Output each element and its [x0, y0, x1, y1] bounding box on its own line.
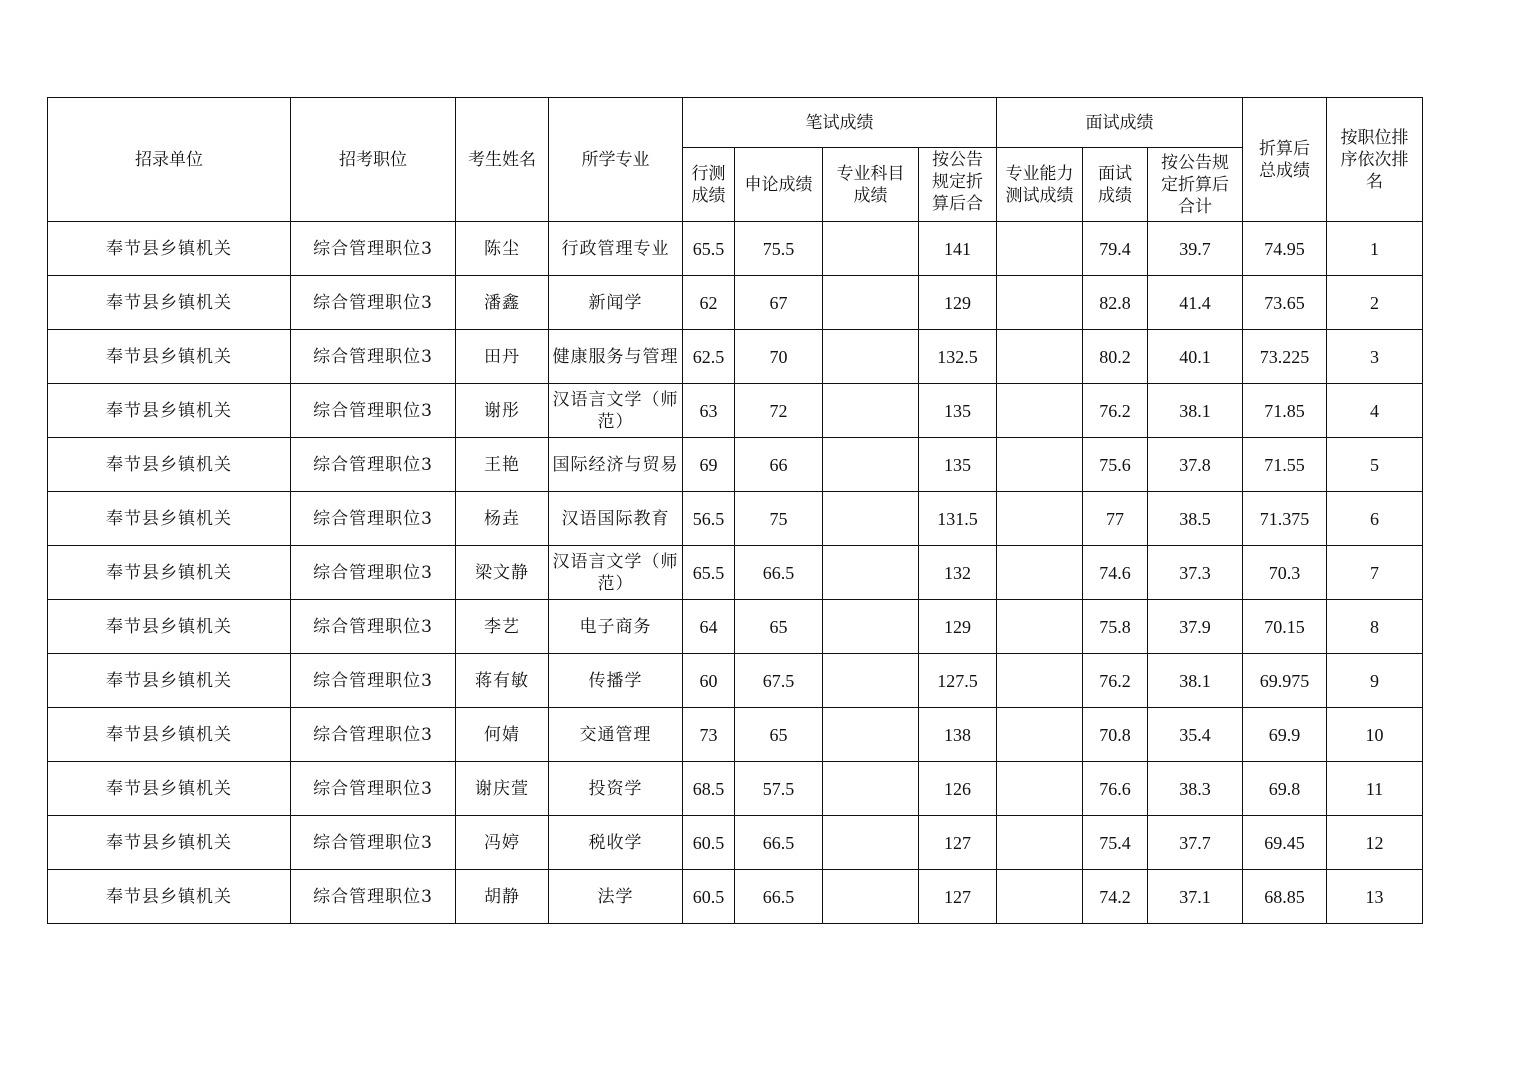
cell-ability-test — [997, 330, 1083, 384]
cell-major: 交通管理 — [549, 708, 683, 762]
cell-unit: 奉节县乡镇机关 — [48, 276, 291, 330]
cell-xingce: 62.5 — [683, 330, 735, 384]
cell-written-converted: 131.5 — [919, 492, 997, 546]
cell-written-converted: 127.5 — [919, 654, 997, 708]
cell-position: 综合管理职位3 — [291, 654, 456, 708]
cell-professional-subject — [823, 600, 919, 654]
cell-interview: 74.2 — [1083, 870, 1148, 924]
cell-major: 汉语言文学（师范） — [549, 384, 683, 438]
cell-major: 健康服务与管理 — [549, 330, 683, 384]
cell-written-converted: 129 — [919, 600, 997, 654]
cell-total: 71.55 — [1243, 438, 1327, 492]
table-row — [48, 384, 1423, 438]
cell-total: 70.15 — [1243, 600, 1327, 654]
cell-position: 综合管理职位3 — [291, 276, 456, 330]
cell-interview: 75.4 — [1083, 816, 1148, 870]
header-unit: 招录单位 — [48, 98, 291, 222]
cell-name: 田丹 — [456, 330, 549, 384]
cell-written-converted: 127 — [919, 816, 997, 870]
cell-interview-converted: 40.1 — [1148, 330, 1243, 384]
cell-written-converted: 135 — [919, 438, 997, 492]
table-row — [48, 222, 1423, 276]
cell-unit: 奉节县乡镇机关 — [48, 222, 291, 276]
header-ability-test: 专业能力 测试成绩 — [997, 148, 1083, 222]
cell-rank: 7 — [1327, 546, 1423, 600]
cell-interview-converted: 41.4 — [1148, 276, 1243, 330]
cell-professional-subject — [823, 654, 919, 708]
cell-xingce: 62 — [683, 276, 735, 330]
header-total: 折算后 总成绩 — [1243, 98, 1327, 222]
cell-written-converted: 129 — [919, 276, 997, 330]
cell-xingce: 69 — [683, 438, 735, 492]
cell-ability-test — [997, 708, 1083, 762]
cell-ability-test — [997, 654, 1083, 708]
cell-major: 电子商务 — [549, 600, 683, 654]
cell-unit: 奉节县乡镇机关 — [48, 330, 291, 384]
cell-unit: 奉节县乡镇机关 — [48, 546, 291, 600]
cell-unit: 奉节县乡镇机关 — [48, 384, 291, 438]
cell-shenlun: 65 — [735, 600, 823, 654]
cell-professional-subject — [823, 222, 919, 276]
cell-written-converted: 141 — [919, 222, 997, 276]
table-body — [48, 222, 1423, 924]
cell-rank: 12 — [1327, 816, 1423, 870]
cell-total: 70.3 — [1243, 546, 1327, 600]
cell-professional-subject — [823, 546, 919, 600]
cell-xingce: 65.5 — [683, 546, 735, 600]
header-rank: 按职位排 序依次排 名 — [1327, 98, 1423, 222]
header-major: 所学专业 — [549, 98, 683, 222]
header-interview-group: 面试成绩 — [997, 98, 1243, 148]
cell-ability-test — [997, 546, 1083, 600]
cell-name: 王艳 — [456, 438, 549, 492]
cell-rank: 5 — [1327, 438, 1423, 492]
cell-total: 73.225 — [1243, 330, 1327, 384]
cell-name: 李艺 — [456, 600, 549, 654]
cell-rank: 4 — [1327, 384, 1423, 438]
table-row — [48, 870, 1423, 924]
cell-major: 汉语国际教育 — [549, 492, 683, 546]
cell-professional-subject — [823, 870, 919, 924]
header-shenlun: 申论成绩 — [735, 148, 823, 222]
cell-major: 新闻学 — [549, 276, 683, 330]
header-name: 考生姓名 — [456, 98, 549, 222]
cell-professional-subject — [823, 438, 919, 492]
cell-shenlun: 66.5 — [735, 870, 823, 924]
cell-interview: 79.4 — [1083, 222, 1148, 276]
cell-shenlun: 70 — [735, 330, 823, 384]
cell-unit: 奉节县乡镇机关 — [48, 816, 291, 870]
cell-professional-subject — [823, 330, 919, 384]
cell-name: 何婧 — [456, 708, 549, 762]
cell-total: 69.8 — [1243, 762, 1327, 816]
cell-total: 74.95 — [1243, 222, 1327, 276]
cell-name: 潘鑫 — [456, 276, 549, 330]
cell-rank: 6 — [1327, 492, 1423, 546]
cell-total: 68.85 — [1243, 870, 1327, 924]
cell-interview-converted: 37.3 — [1148, 546, 1243, 600]
cell-total: 71.85 — [1243, 384, 1327, 438]
cell-professional-subject — [823, 492, 919, 546]
cell-rank: 10 — [1327, 708, 1423, 762]
cell-interview-converted: 38.3 — [1148, 762, 1243, 816]
cell-position: 综合管理职位3 — [291, 384, 456, 438]
cell-name: 杨垚 — [456, 492, 549, 546]
cell-rank: 9 — [1327, 654, 1423, 708]
cell-written-converted: 132 — [919, 546, 997, 600]
header-position: 招考职位 — [291, 98, 456, 222]
cell-position: 综合管理职位3 — [291, 330, 456, 384]
cell-position: 综合管理职位3 — [291, 222, 456, 276]
cell-interview: 77 — [1083, 492, 1148, 546]
cell-name: 谢彤 — [456, 384, 549, 438]
cell-interview-converted: 37.7 — [1148, 816, 1243, 870]
cell-interview-converted: 37.9 — [1148, 600, 1243, 654]
cell-shenlun: 72 — [735, 384, 823, 438]
cell-position: 综合管理职位3 — [291, 492, 456, 546]
cell-xingce: 68.5 — [683, 762, 735, 816]
cell-shenlun: 67 — [735, 276, 823, 330]
cell-shenlun: 66 — [735, 438, 823, 492]
cell-xingce: 60.5 — [683, 870, 735, 924]
cell-written-converted: 138 — [919, 708, 997, 762]
cell-professional-subject — [823, 276, 919, 330]
cell-shenlun: 57.5 — [735, 762, 823, 816]
cell-interview: 76.6 — [1083, 762, 1148, 816]
cell-xingce: 73 — [683, 708, 735, 762]
table-row — [48, 762, 1423, 816]
cell-shenlun: 75.5 — [735, 222, 823, 276]
cell-xingce: 56.5 — [683, 492, 735, 546]
cell-ability-test — [997, 492, 1083, 546]
cell-position: 综合管理职位3 — [291, 600, 456, 654]
cell-total: 69.975 — [1243, 654, 1327, 708]
header-written-converted-label: 按公告 规定折 算后合 — [932, 149, 983, 214]
cell-name: 谢庆萱 — [456, 762, 549, 816]
cell-interview-converted: 38.5 — [1148, 492, 1243, 546]
header-written-converted — [919, 148, 997, 222]
cell-ability-test — [997, 762, 1083, 816]
cell-interview: 82.8 — [1083, 276, 1148, 330]
cell-position: 综合管理职位3 — [291, 438, 456, 492]
table-row — [48, 276, 1423, 330]
cell-ability-test — [997, 438, 1083, 492]
cell-major: 投资学 — [549, 762, 683, 816]
cell-ability-test — [997, 276, 1083, 330]
cell-interview-converted: 37.8 — [1148, 438, 1243, 492]
cell-written-converted: 127 — [919, 870, 997, 924]
header-xingce: 行测 成绩 — [683, 148, 735, 222]
cell-professional-subject — [823, 384, 919, 438]
cell-interview-converted: 38.1 — [1148, 384, 1243, 438]
cell-interview-converted: 39.7 — [1148, 222, 1243, 276]
cell-interview: 80.2 — [1083, 330, 1148, 384]
cell-name: 冯婷 — [456, 816, 549, 870]
cell-major: 法学 — [549, 870, 683, 924]
cell-rank: 13 — [1327, 870, 1423, 924]
cell-position: 综合管理职位3 — [291, 816, 456, 870]
table-row — [48, 492, 1423, 546]
cell-shenlun: 66.5 — [735, 546, 823, 600]
cell-rank: 3 — [1327, 330, 1423, 384]
cell-shenlun: 75 — [735, 492, 823, 546]
cell-name: 胡静 — [456, 870, 549, 924]
cell-written-converted: 126 — [919, 762, 997, 816]
cell-rank: 2 — [1327, 276, 1423, 330]
cell-ability-test — [997, 870, 1083, 924]
table-row — [48, 600, 1423, 654]
cell-interview-converted: 37.1 — [1148, 870, 1243, 924]
cell-ability-test — [997, 600, 1083, 654]
cell-position: 综合管理职位3 — [291, 870, 456, 924]
cell-unit: 奉节县乡镇机关 — [48, 600, 291, 654]
cell-total: 69.45 — [1243, 816, 1327, 870]
cell-unit: 奉节县乡镇机关 — [48, 762, 291, 816]
cell-major: 税收学 — [549, 816, 683, 870]
cell-ability-test — [997, 384, 1083, 438]
cell-interview-converted: 38.1 — [1148, 654, 1243, 708]
cell-position: 综合管理职位3 — [291, 762, 456, 816]
cell-shenlun: 65 — [735, 708, 823, 762]
cell-professional-subject — [823, 762, 919, 816]
cell-interview: 70.8 — [1083, 708, 1148, 762]
table-row — [48, 654, 1423, 708]
cell-xingce: 60.5 — [683, 816, 735, 870]
cell-professional-subject — [823, 816, 919, 870]
table-row — [48, 816, 1423, 870]
header-written-group: 笔试成绩 — [683, 98, 997, 148]
header-interview: 面试 成绩 — [1083, 148, 1148, 222]
cell-xingce: 60 — [683, 654, 735, 708]
cell-interview: 75.8 — [1083, 600, 1148, 654]
cell-interview: 76.2 — [1083, 384, 1148, 438]
score-table — [47, 97, 1423, 924]
cell-ability-test — [997, 222, 1083, 276]
cell-position: 综合管理职位3 — [291, 546, 456, 600]
cell-shenlun: 66.5 — [735, 816, 823, 870]
cell-xingce: 65.5 — [683, 222, 735, 276]
cell-unit: 奉节县乡镇机关 — [48, 654, 291, 708]
cell-name: 梁文静 — [456, 546, 549, 600]
cell-major: 汉语言文学（师范） — [549, 546, 683, 600]
cell-name: 陈尘 — [456, 222, 549, 276]
cell-interview-converted: 35.4 — [1148, 708, 1243, 762]
cell-professional-subject — [823, 708, 919, 762]
cell-total: 73.65 — [1243, 276, 1327, 330]
table-row — [48, 708, 1423, 762]
cell-unit: 奉节县乡镇机关 — [48, 438, 291, 492]
table-row — [48, 330, 1423, 384]
cell-unit: 奉节县乡镇机关 — [48, 492, 291, 546]
score-sheet — [47, 97, 1423, 924]
cell-total: 71.375 — [1243, 492, 1327, 546]
cell-rank: 8 — [1327, 600, 1423, 654]
table-row — [48, 438, 1423, 492]
cell-major: 行政管理专业 — [549, 222, 683, 276]
cell-interview: 74.6 — [1083, 546, 1148, 600]
cell-xingce: 63 — [683, 384, 735, 438]
cell-name: 蒋有敏 — [456, 654, 549, 708]
cell-major: 传播学 — [549, 654, 683, 708]
header-professional-subject: 专业科目 成绩 — [823, 148, 919, 222]
cell-written-converted: 132.5 — [919, 330, 997, 384]
table-header — [48, 98, 1423, 222]
cell-unit: 奉节县乡镇机关 — [48, 870, 291, 924]
cell-major: 国际经济与贸易 — [549, 438, 683, 492]
header-interview-converted: 按公告规 定折算后 合计 — [1148, 148, 1243, 222]
cell-total: 69.9 — [1243, 708, 1327, 762]
cell-interview: 75.6 — [1083, 438, 1148, 492]
cell-rank: 11 — [1327, 762, 1423, 816]
cell-interview: 76.2 — [1083, 654, 1148, 708]
table-row — [48, 546, 1423, 600]
cell-position: 综合管理职位3 — [291, 708, 456, 762]
cell-rank: 1 — [1327, 222, 1423, 276]
cell-unit: 奉节县乡镇机关 — [48, 708, 291, 762]
cell-xingce: 64 — [683, 600, 735, 654]
cell-written-converted: 135 — [919, 384, 997, 438]
cell-ability-test — [997, 816, 1083, 870]
cell-shenlun: 67.5 — [735, 654, 823, 708]
